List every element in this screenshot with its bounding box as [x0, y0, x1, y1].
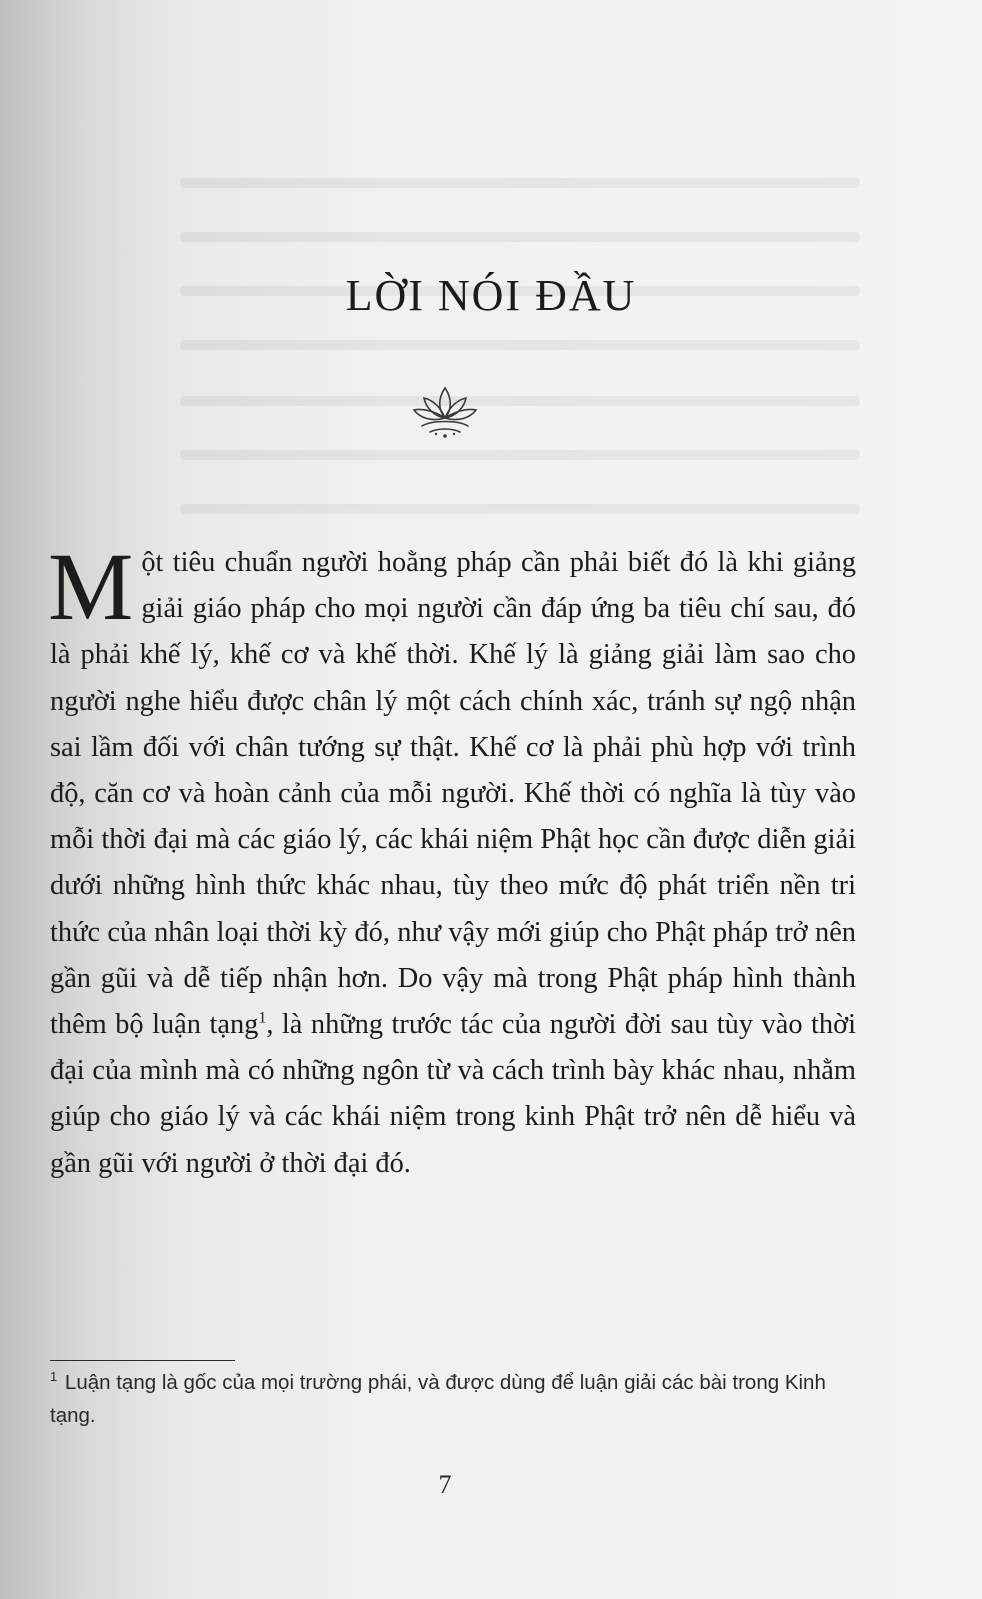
footnote-text: Luận tạng là gốc của mọi trường phái, và được dùng để luận giải các bài trong Kinh tạng.: [50, 1371, 826, 1427]
footnote-reference[interactable]: 1: [258, 1009, 267, 1027]
page-number: 7: [438, 1470, 452, 1499]
drop-cap: M: [48, 533, 134, 640]
lotus-ornament-icon: [410, 382, 480, 440]
body-text-part-2: , là những trước tác của người đời sau tùy vào thời đại của mình mà có những ngôn từ và cách trình bày khác nhau, nhằm giúp cho giáo lý và các khái niệm trong kinh Phật trở nên dễ hiểu và gần gũi với người ở thời đại đó.: [50, 1009, 856, 1179]
page-title: LỜI NÓI ĐẦU: [345, 271, 637, 320]
footnote-divider: [50, 1360, 235, 1361]
preface-body: [48, 533, 856, 1187]
footnote-number: 1: [50, 1369, 58, 1385]
footnote: [50, 1366, 856, 1432]
body-text-part-1: ột tiêu chuẩn người hoằng pháp cần phải biết đó là khi giảng giải giáo pháp cho mọi người cần đáp ứng ba tiêu chí sau, đó là phải khế lý, khế cơ và khế thời. Khế lý là giảng giải làm sao cho người nghe hiểu được chân lý một cách chính xác, tránh sự ngộ nhận sai lầm đối với chân tướng sự thật. Khế cơ là phải phù hợp với trình độ, căn cơ và hoàn cảnh của mỗi người. Khế thời có nghĩa là tùy vào mỗi thời đại mà các giáo lý, các khái niệm Phật học cần được diễn giải dưới những hình thức khác nhau, tùy theo mức độ phát triển nền tri thức của nhân loại thời kỳ đó, như vậy mới giúp cho Phật pháp trở nên gần gũi và dễ tiếp nhận hơn. Do vậy mà trong Phật pháp hình thành thêm bộ luận tạng: [50, 547, 856, 1041]
